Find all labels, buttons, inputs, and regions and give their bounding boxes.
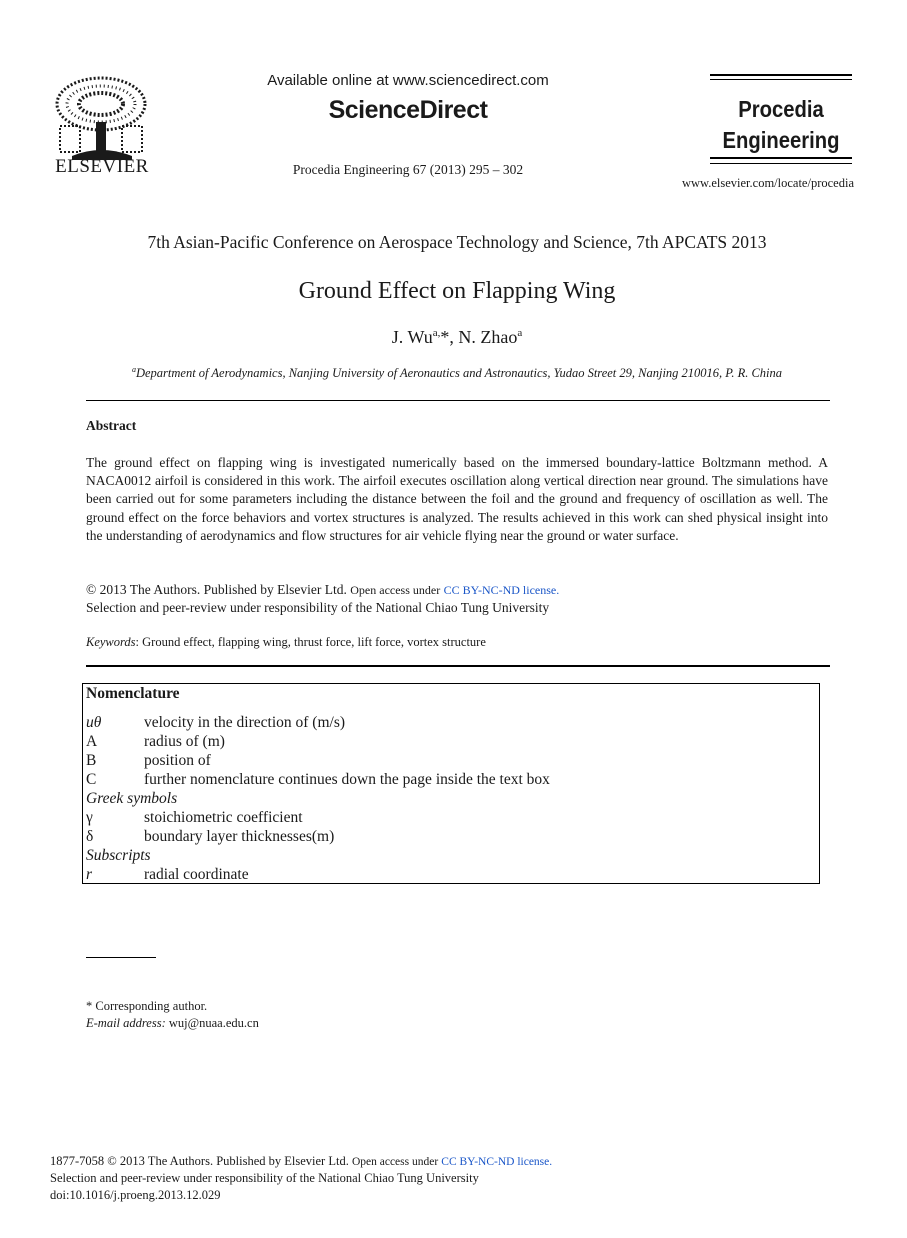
subscripts-heading: Subscripts [86, 847, 151, 864]
nomenclature-symbol: δ [86, 828, 94, 845]
author-name: N. Zhao [458, 327, 518, 347]
journal-name [719, 94, 844, 156]
conference-name: 7th Asian-Pacific Conference on Aerospace Technology and Science, 7th APCATS 2013 [147, 232, 767, 252]
open-access-text: Open access under [350, 583, 441, 597]
nomenclature-definition: position of [144, 752, 211, 769]
abstract-body: The ground effect on flapping wing is investigated numerically based on the immersed boundary-lattice Boltzmann method. A NACA0012 airfoil is considered in this work. The airfoil executes oscillation along vertical direction near ground. The simulations have been carried out for some parameters including the distance between the foil and the ground and frequency of oscillation as well. The ground effect on the force behaviors and vortex structures is analyzed. The results achieved in this work can shed physical insight into the understanding of aerodynamics and flow structures for air vehicle flying near the ground or water surface. [86, 455, 828, 543]
nomenclature-definition: stoichiometric coefficient [144, 809, 303, 826]
footer-peer-review: Selection and peer-review under responsibility of the National Chiao Tung University [50, 1171, 479, 1185]
author-name: J. Wu [391, 327, 433, 347]
peer-review-line: Selection and peer-review under responsibility of the National Chiao Tung University [86, 600, 550, 615]
journal-name-line2: Engineering [722, 127, 840, 153]
license-link[interactable]: CC BY-NC-ND license. [443, 583, 560, 597]
nomenclature-symbol: B [86, 752, 97, 769]
affiliation-sup: a [131, 365, 136, 374]
email-line [86, 1016, 259, 1031]
affiliation [60, 365, 854, 381]
nomenclature-definition: velocity in the direction of (m/s) [144, 714, 346, 731]
author-list [60, 327, 854, 348]
journal-citation: Procedia Engineering 67 (2013) 295 – 302 [292, 162, 524, 177]
nomenclature-symbol: C [86, 771, 97, 788]
affiliation-text: Department of Aerodynamics, Nanjing University of Aeronautics and Astronautics, Yudao Street 29, Nanjing 210016, P. R. China [135, 366, 783, 381]
nomenclature-symbol: r [86, 866, 93, 883]
paper-title: Ground Effect on Flapping Wing [298, 278, 616, 304]
nomenclature-definition: radial coordinate [144, 866, 249, 883]
journal-rule-top [710, 74, 852, 76]
footer-copyright-line [50, 1154, 552, 1169]
journal-rule-bottom [710, 157, 852, 159]
journal-rule-bottom-thin [710, 163, 852, 164]
corresponding-mark: * [440, 327, 450, 347]
copyright-text: © 2013 The Authors. Published by Elsevier Ltd. [86, 582, 347, 597]
footer-license-link[interactable]: CC BY-NC-ND license. [441, 1156, 553, 1168]
copyright-line [86, 582, 559, 598]
journal-url[interactable]: www.elsevier.com/locate/procedia [681, 176, 854, 190]
keywords-text: : Ground effect, flapping wing, thrust force, lift force, vortex structure [135, 635, 486, 649]
journal-rule-top-thin [710, 79, 852, 80]
keywords-label: Keywords [86, 635, 136, 649]
author-affil-sup: a [517, 327, 523, 339]
symbol-text: uθ [86, 714, 102, 731]
corresponding-author-note: * Corresponding author. [86, 999, 208, 1013]
email-address[interactable]: wuj@nuaa.edu.cn [168, 1016, 259, 1030]
journal-name-line1: Procedia [738, 96, 824, 122]
keywords-line [86, 635, 486, 650]
footer-doi[interactable]: doi:10.1016/j.proeng.2013.12.029 [50, 1188, 221, 1202]
author-affil-sup: a, [432, 327, 441, 339]
nomenclature-definition: further nomenclature continues down the page inside the text box [144, 771, 550, 788]
nomenclature-symbol [86, 714, 141, 732]
abstract-heading: Abstract [86, 418, 137, 433]
email-label: E-mail address: [86, 1016, 166, 1030]
footer-issn-copyright: 1877-7058 © 2013 The Authors. Published by Elsevier Ltd. [50, 1154, 349, 1168]
nomenclature-heading: Nomenclature [86, 685, 180, 702]
divider [86, 400, 830, 401]
footnote-rule [86, 957, 156, 958]
sciencedirect-logo[interactable]: ScienceDirect [328, 96, 488, 124]
nomenclature-definition: radius of (m) [144, 733, 225, 750]
nomenclature-symbol: A [86, 733, 98, 750]
footer-open-access: Open access under [351, 1156, 439, 1168]
available-online-text[interactable]: Available online at www.sciencedirect.com [267, 72, 549, 89]
publisher-wordmark: ELSEVIER [55, 156, 149, 177]
nomenclature-definition: boundary layer thicknesses(m) [144, 828, 335, 845]
nomenclature-symbol: γ [86, 809, 93, 826]
divider [86, 665, 830, 667]
author-separator: , [449, 327, 459, 347]
greek-symbols-heading: Greek symbols [86, 790, 178, 807]
